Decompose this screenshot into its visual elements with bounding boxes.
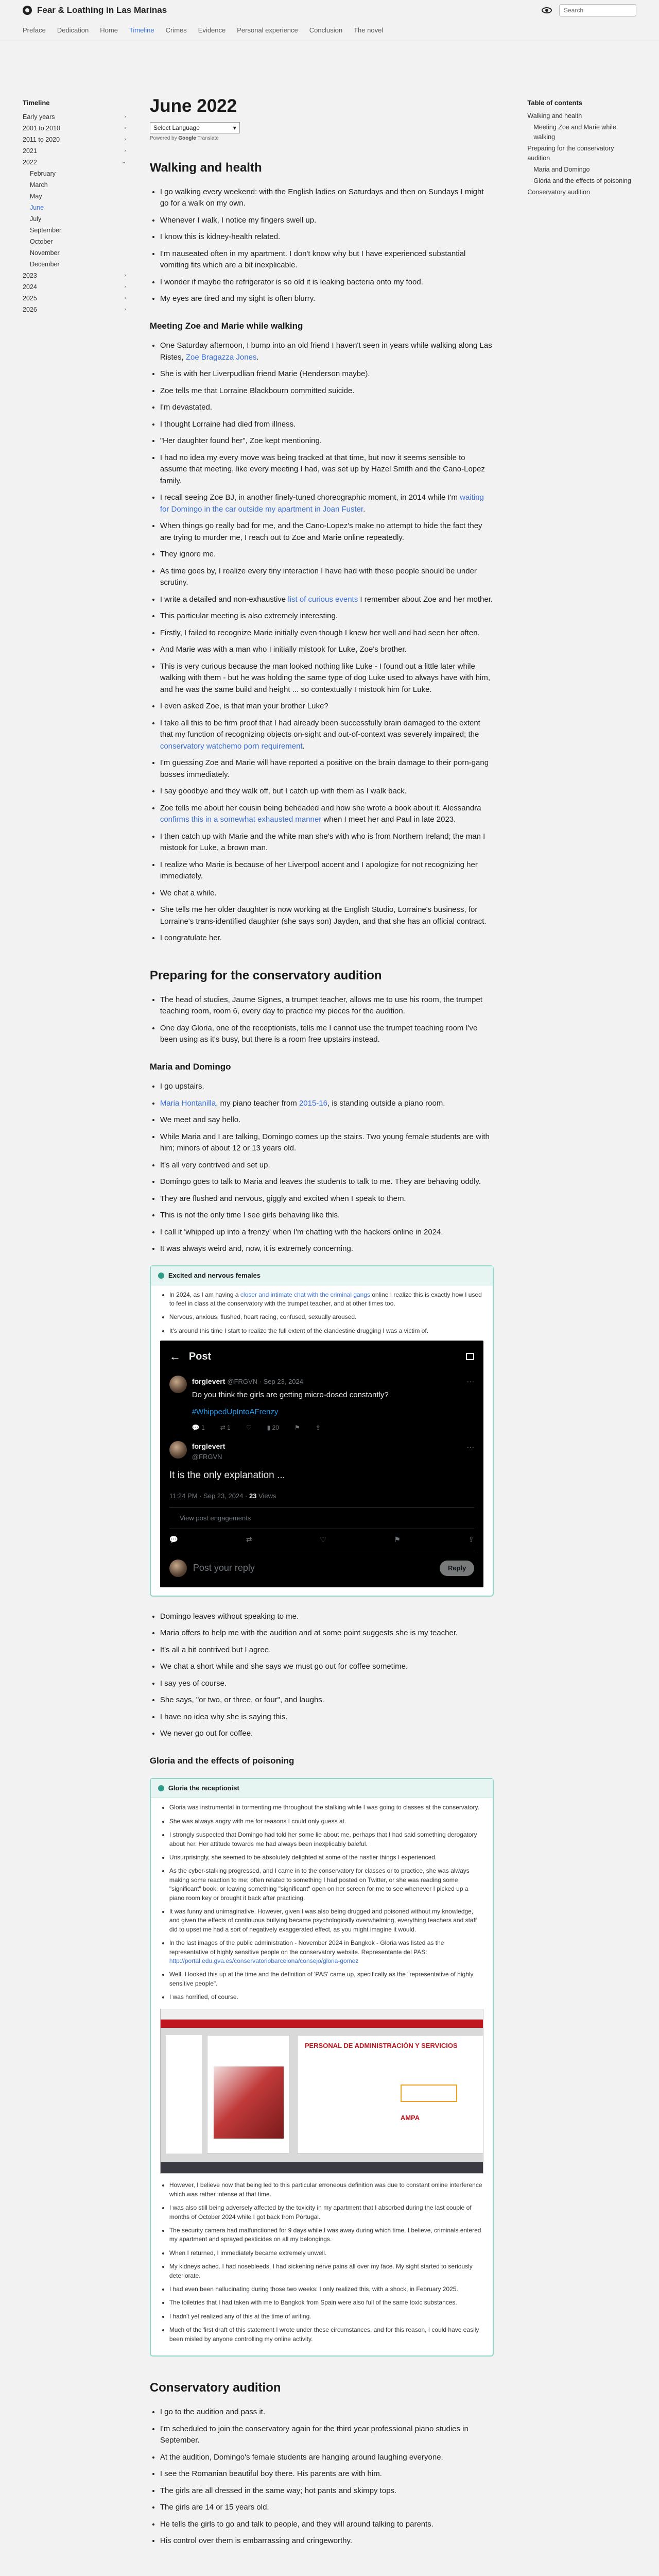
timeline-label: July [30,215,42,223]
retweet-count[interactable]: ⇄ 1 [220,1424,231,1432]
list-item: • I was also still being adversely affected by the toxicity in my apartment that I absorbed during the last couple of months of October 2024 while I got back from Portugal. [169,2204,484,2222]
list-item: • I have no idea why she is saying this. [160,1711,494,1723]
list-item: • Whenever I walk, I notice my fingers swell up. [160,215,494,227]
timeline-label: 2011 to 2020 [23,136,60,144]
list-item: • She was always angry with me for reasons I could only guess at. [169,1817,484,1826]
list-item: • I realize who Marie is because of her Liverpool accent and I apologize for not recognizing her immediately. [160,859,494,883]
reply-button[interactable]: Reply [440,1561,474,1576]
list-item: • It was always weird and, now, it is extremely concerning. [160,1243,494,1255]
nav-dedication[interactable]: Dedication [57,26,89,35]
tweet-handle: @FRGVN [192,1453,222,1461]
toc-item[interactable]: Meeting Zoe and Marie while walking [533,124,616,141]
list-item: • This particular meeting is also extremely interesting. [160,611,494,622]
list-item: • It's around this time I start to realize the full extent of the clandestine drugging I was a victim of. [169,1327,484,1335]
share-icon[interactable]: ⇪ [315,1424,321,1432]
note-icon [158,1273,164,1279]
bookmark-icon[interactable]: ⚑ [394,1535,401,1544]
list-item: • She says, "or two, or three, or four", and laughs. [160,1694,494,1706]
toc-item[interactable]: Walking and health [527,112,582,120]
list-item: • I hadn't yet realized any of this at the time of writing. [169,2312,484,2321]
list-item: • Unsurprisingly, she seemed to be absolutely delighted at some of the nastier things I experienced. [169,1853,484,1862]
section-meeting-title: Meeting Zoe and Marie while walking [149,320,303,331]
inline-link[interactable]: Zoe Bragazza Jones [185,352,257,362]
like-icon[interactable]: ♡ [320,1535,326,1544]
list-item: • I see the Romanian beautiful boy there. His parents are with him. [160,2468,494,2480]
site-logo-icon[interactable] [23,6,32,15]
chevron-icon: › [124,137,126,143]
timeline-item[interactable] [23,145,129,157]
list-item: • I say yes of course. [160,1678,494,1690]
chevron-icon: › [124,148,126,154]
list-item: • We chat a short while and she says we must go out for coffee sometime. [160,1661,494,1673]
meeting-list [150,340,494,944]
list-item: • The security camera had malfunctioned for 9 days while I was away during which time, I believe, criminals entered my apartment and sprayed pesticides on all my belongings. [169,2226,484,2244]
main-content [150,41,494,2552]
inline-link[interactable]: conservatory watchemo porn requirement [160,741,303,751]
list-item: • When I returned, I immediately became extremely unwell. [169,2249,484,2258]
timeline-item[interactable] [23,281,129,293]
timeline-title: Timeline [23,99,50,107]
timeline-label: 2025 [23,295,37,302]
list-item: • I go walking every weekend: with the English ladies on Saturdays and then on Sundays I might go for a walk on my own. [160,187,494,210]
tweet-author[interactable]: forglevert [192,1442,226,1450]
list-item: • One Saturday afternoon, I bump into an old friend I haven't seen in years while walking along Las Ristes, Zoe Bragazza Jones. [160,340,494,363]
timeline-label: 2024 [23,283,37,291]
timeline-item[interactable] [23,157,129,168]
reply-input[interactable]: Post your reply [193,1562,255,1573]
list-item: • They ignore me. [160,549,494,561]
hashtag-link[interactable]: #WhippedUpIntoAFrenzy [192,1407,279,1416]
timeline-label: 2023 [23,272,37,280]
chevron-icon: › [124,114,126,120]
walking-list [150,187,494,305]
chevron-icon: › [124,295,126,301]
tweet-reply-text: Do you think the girls are getting micro-dosed constantly? [192,1390,389,1399]
chevron-icon: › [124,125,126,131]
preparing-list [150,994,494,1046]
audition-list [150,2406,494,2547]
list-item: • Firstly, I failed to recognize Marie initially even though I knew her well and had seen her often. [160,628,494,639]
tweet-author[interactable]: forglevert [192,1377,226,1386]
list-item: • I say goodbye and they walk off, but I catch up with them as I walk back. [160,786,494,798]
callout-title: Gloria the receptionist [168,1784,239,1792]
timeline-item[interactable] [23,259,129,270]
inline-link[interactable]: Maria Hontanilla [160,1098,216,1108]
list-item: • It was funny and unimaginative. However, given I was also being drugged and poisoned without my knowledge, and given the effects of continuous bullying became psychologically overwhelming, everything teachers and staff did to upset me had a sort of negatively exaggerated effect, as you might imagine it would. [169,1907,484,1934]
list-item: • I know this is kidney-health related. [160,231,494,243]
toc-sidebar [527,41,636,2552]
section-maria-title: Maria and Domingo [149,1061,231,1072]
list-item: • The girls are all dressed in the same way; hot pants and skimpy tops. [160,2485,494,2497]
list-item: • I wonder if maybe the refrigerator is so old it is leaking bacteria onto my food. [160,277,494,289]
retweet-icon[interactable]: ⇄ [246,1535,252,1544]
list-item: • As time goes by, I realize every tiny interaction I have had with these people should be under scrutiny. [160,566,494,589]
timeline-label: 2022 [23,159,37,166]
list-item: • One day Gloria, one of the receptionists, tells me I cannot use the trumpet teaching room I've been using as it's busy, but there is a room free upstairs instead. [160,1023,494,1046]
list-item: • His control over them is embarrassing and cringeworthy. [160,2535,494,2547]
list-item: • Zoe tells me that Lorraine Blackbourn committed suicide. [160,385,494,397]
timeline-label: May [30,193,42,200]
list-item: • When things go really bad for me, and the Cano-Lopez's make no attempt to hide the fact they are trying to murder me, I reach out to Zoe and Marie online repeatedly. [160,520,494,544]
bookmark-icon[interactable]: ⚑ [294,1424,300,1432]
share-icon[interactable]: ⇪ [468,1535,475,1544]
like-icon[interactable]: ♡ [246,1424,252,1432]
timeline-item[interactable] [23,168,129,179]
inline-link[interactable]: 2015-16 [299,1098,327,1108]
list-item: • And Marie was with a man who I initially mistook for Luke, Zoe's brother. [160,644,494,656]
list-item: • I'm scheduled to join the conservatory again for the third year professional piano studies in September. [160,2424,494,2447]
list-item: • Nervous, anxious, flushed, heart racing, confused, sexually aroused. [169,1313,484,1321]
list-item: • I strongly suspected that Domingo had told her some lie about me, perhaps that I had said something derogatory about her. Her attitude towards me had always been inexplicably baleful. [169,1831,484,1849]
nav-the-novel[interactable]: The novel [354,26,384,35]
inline-link[interactable]: closer and intimate chat with the criminal gangs [240,1291,371,1298]
timeline-item[interactable] [23,225,129,236]
timeline-sidebar [23,41,129,2552]
timeline-item[interactable] [23,247,129,259]
list-item: • Domingo leaves without speaking to me. [160,1611,494,1623]
top-bar [0,0,659,21]
note-icon [158,1785,164,1791]
timeline-item[interactable] [23,213,129,225]
toc-item[interactable]: Gloria and the effects of poisoning [533,177,631,185]
maria-list [150,1081,494,1255]
inline-link[interactable]: waiting for Domingo in the car outside my apartment in Joan Fuster [160,493,484,514]
toc-item[interactable]: Conservatory audition [527,189,590,196]
list-item: • My eyes are tired and my sight is often blurry. [160,293,494,305]
list-item: • This is very curious because the man looked nothing like Luke - I found out a little later while walking with them - but he was holding the same type of dog Luke used to always have with him, and he was the same build and height ... so contextually I mistook him for Luke. [160,661,494,696]
timeline-item[interactable] [23,191,129,202]
avatar[interactable] [169,1441,187,1459]
tweet-handle: @FRGVN · Sep 23, 2024 [227,1378,303,1386]
chevron-icon: ⌄ [122,159,126,165]
list-item: • Well, I looked this up at the time and the definition of 'PAS' came up, specifically as the "representative of highly sensitive people". [169,1970,484,1988]
timeline-item[interactable] [23,293,129,304]
list-item: • He tells the girls to go and talk to people, and they will around talking to parents. [160,2519,494,2531]
back-arrow-icon[interactable]: ← [169,1350,181,1363]
powered-by: Powered by Google Translate [149,135,219,141]
callout-excited-females [150,1265,494,1597]
inline-link[interactable]: confirms this in a somewhat exhausted manner [160,815,322,824]
list-item: • Gloria was instrumental in tormenting me throughout the stalking while I was going to classes at the conservatory. [169,1803,484,1812]
views-count[interactable]: ▮ 20 [267,1424,279,1432]
screenshot-heading: PERSONAL DE ADMINISTRACIÓN Y SERVICIOS [304,2042,458,2050]
tweet-header: Post [188,1350,212,1362]
nav-conclusion[interactable]: Conclusion [309,26,343,35]
list-item: • The toiletries that I had taken with me to Bangkok from Spain were also full of the same toxic substances. [169,2298,484,2307]
timeline-label: October [30,238,53,246]
screenshot-tag: AMPA [400,2114,420,2122]
avatar[interactable] [169,1376,187,1393]
tweet-meta: 11:24 PM · Sep 23, 2024 · 23 Views [169,1491,475,1508]
timeline-label: February [30,170,56,178]
list-item: • Much of the first draft of this statement I wrote under these circumstances, and for this reason, I could have easily been misled by anyone controlling my online activity. [169,2326,484,2344]
reply-icon[interactable]: 💬 [169,1535,179,1544]
list-item: • As the cyber-stalking progressed, and I came in to the conservatory for classes or to practice, she was always making some reaction to me; often related to something I had posted on Twitter, or she was reading some "significant" book, or leaving something "significant" open on her screen for me to see whenever I picked up a piano room key or brought it back after practicing. [169,1867,484,1903]
list-item: • I'm guessing Zoe and Marie will have reported a positive on the brain damage to their porn-gang bosses immediately. [160,757,494,781]
list-item: • Maria Hontanilla, my piano teacher from 2015-16, is standing outside a piano room. [160,1098,494,1110]
list-item: • I then catch up with Marie and the white man she's with who is from Northern Ireland; the man I mistook for Luke, a brown man. [160,831,494,854]
page-title: June 2022 [149,96,237,116]
list-item: • I recall seeing Zoe BJ, in another finely-tuned choreographic moment, in 2014 while I'm waiting for Domingo in the car outside my apartment in Joan Fuster. [160,492,494,515]
list-item: • In the last images of the public administration - November 2024 in Bangkok - Gloria was listed as the representative of highly sensitive people on the conservatory website. Representante del PAS: http://portal.edu.gva.es/conservatoriobarcelona/consejo/gloria-gomez [169,1939,484,1965]
reply-count[interactable]: 💬 1 [192,1424,205,1432]
list-item: • While Maria and I are talking, Domingo comes up the stairs. Two young female students are with him; minors of about 12 or 13 years old. [160,1131,494,1155]
list-item: • We chat a while. [160,888,494,900]
timeline-label: 2026 [23,306,37,314]
timeline-label: 2021 [23,147,37,155]
list-item: • However, I believe now that being led to this particular erroneous definition was due to constant online interference which was rather intense at that time. [169,2181,484,2199]
nav-preface[interactable]: Preface [23,26,46,35]
timeline-label: June [30,204,44,212]
timeline-item[interactable] [23,236,129,247]
list-item: • I had no idea my every move was being tracked at that time, but now it seems sensible to assume that meeting, like every meeting I had, was set up by Hazel Smith and the Cano-Lopez family. [160,452,494,487]
timeline-label: March [30,181,48,189]
nav-crimes[interactable]: Crimes [165,26,187,35]
nav-home[interactable]: Home [100,26,118,35]
tweet-main-text: It is the only explanation ... [169,1469,285,1481]
toc-title: Table of contents [527,99,583,107]
language-select[interactable]: Select Language ▾ [150,122,240,133]
list-item: • At the audition, Domingo's female students are hanging around laughing everyone. [160,2452,494,2464]
nav-timeline[interactable]: Timeline [129,26,154,35]
list-item: • I write a detailed and non-exhaustive list of curious events I remember about Zoe and her mother. [160,594,494,606]
list-item: • Zoe tells me about her cousin being beheaded and how she wrote a book about it. Alessandra confirms this in a somewhat exhausted manner when I meet her and Paul in late 2023. [160,803,494,826]
list-item: • We never go out for coffee. [160,1728,494,1740]
list-item: • It's all a bit contrived but I agree. [160,1645,494,1656]
section-audition-title: Conservatory audition [149,2380,281,2395]
view-engagements-link[interactable]: View post engagements [169,1508,475,1529]
site-title[interactable]: Fear & Loathing in Las Marinas [37,5,167,15]
list-item: • She tells me her older daughter is now working at the English Studio, Lorraine's business, for Lorraine's trans-identified daughter (she says son) Jayden, and that she has an official contract. [160,904,494,927]
reader-icon[interactable] [466,1353,474,1360]
toc-item[interactable]: Maria and Domingo [533,166,590,174]
inline-link[interactable]: http://portal.edu.gva.es/conservatoriobarcelona/consejo/gloria-gomez [169,1957,359,1964]
chevron-icon: › [124,284,126,290]
list-item: • Domingo goes to talk to Maria and leaves the students to talk to me. They are behaving oddly. [160,1176,494,1188]
section-preparing-title: Preparing for the conservatory audition [149,968,382,982]
list-item: • I had even been hallucinating during those two weeks: I only realized this, with a shock, in February 2025. [169,2285,484,2294]
list-item: • They are flushed and nervous, giggly and excited when I speak to them. [160,1193,494,1205]
nav-evidence[interactable]: Evidence [198,26,226,35]
list-item: • I thought Lorraine had died from illness. [160,419,494,431]
embedded-screenshot [160,2009,484,2174]
list-item: • The girls are 14 or 15 years old. [160,2502,494,2514]
timeline-item[interactable] [23,179,129,191]
list-item: • I go to the audition and pass it. [160,2406,494,2418]
list-item: • She is with her Liverpudlian friend Marie (Henderson maybe). [160,368,494,380]
chevron-icon: › [124,273,126,279]
timeline-item[interactable] [23,202,129,213]
main-nav [0,21,659,41]
timeline-item[interactable] [23,270,129,281]
callout-title: Excited and nervous females [168,1271,261,1279]
embedded-tweet [160,1341,484,1587]
section-gloria-title: Gloria and the effects of poisoning [149,1755,294,1766]
list-item: • The head of studies, Jaume Signes, a trumpet teacher, allows me to use his room, the trumpet teaching room, room 6, every day to practice my pieces for the audition. [160,994,494,1018]
search-input[interactable] [559,4,636,16]
timeline-item[interactable] [23,123,129,134]
timeline-label: November [30,249,60,257]
chevron-icon: › [124,307,126,313]
list-item: • I'm nauseated often in my apartment. I don't know why but I have experienced substantial vomiting fits which are a bit inexplicable. [160,248,494,272]
list-item: • I even asked Zoe, is that man your brother Luke? [160,701,494,713]
more-icon[interactable]: ··· [466,1377,475,1386]
more-icon[interactable]: ··· [466,1442,475,1451]
list-item: • I call it 'whipped up into a frenzy' when I'm chatting with the hackers online in 2024. [160,1227,494,1239]
list-item: • "Her daughter found her", Zoe kept mentioning. [160,435,494,447]
section-walking-title: Walking and health [149,160,262,175]
timeline-label: Early years [23,113,55,121]
chevron-down-icon: ▾ [233,124,236,131]
nav-personal-experience[interactable]: Personal experience [237,26,298,35]
inline-link[interactable]: list of curious events [288,595,358,604]
timeline-item[interactable] [23,134,129,145]
list-item: • I take all this to be firm proof that I had already been successfully brain damaged to the extent that my function of recognizing objects on-sight and out-of-context was severely impaired; the conservatory watchemo porn requirement. [160,718,494,753]
list-item: • I'm devastated. [160,402,494,414]
maria-after-list [150,1611,494,1740]
list-item: • I go upstairs. [160,1081,494,1093]
list-item: • Maria offers to help me with the audition and at some point suggests she is my teacher. [160,1628,494,1639]
timeline-label: September [30,227,62,234]
timeline-item[interactable] [23,111,129,123]
timeline-label: 2001 to 2010 [23,125,60,132]
list-item: • We meet and say hello. [160,1114,494,1126]
toc-item[interactable]: Preparing for the conservatory audition [527,145,614,162]
timeline-label: December [30,261,60,268]
list-item: • This is not the only time I see girls behaving like this. [160,1210,494,1222]
list-item: • In 2024, as I am having a closer and intimate chat with the criminal gangs online I realize this is exactly how I used to feel in class at the conservatory with the trumpet teacher, and at other times too. [169,1291,484,1309]
list-item: • I was horrified, of course. [169,1993,484,2002]
timeline-item[interactable] [23,304,129,315]
list-item: • It's all very contrived and set up. [160,1160,494,1172]
list-item: • I congratulate her. [160,933,494,944]
list-item: • My kidneys ached. I had nosebleeds. I had sickening nerve pains all over my face. My sight started to seriously deteriorate. [169,2262,484,2280]
theme-toggle-icon[interactable] [542,7,552,13]
avatar [169,1560,187,1577]
callout-gloria [150,1778,494,2357]
